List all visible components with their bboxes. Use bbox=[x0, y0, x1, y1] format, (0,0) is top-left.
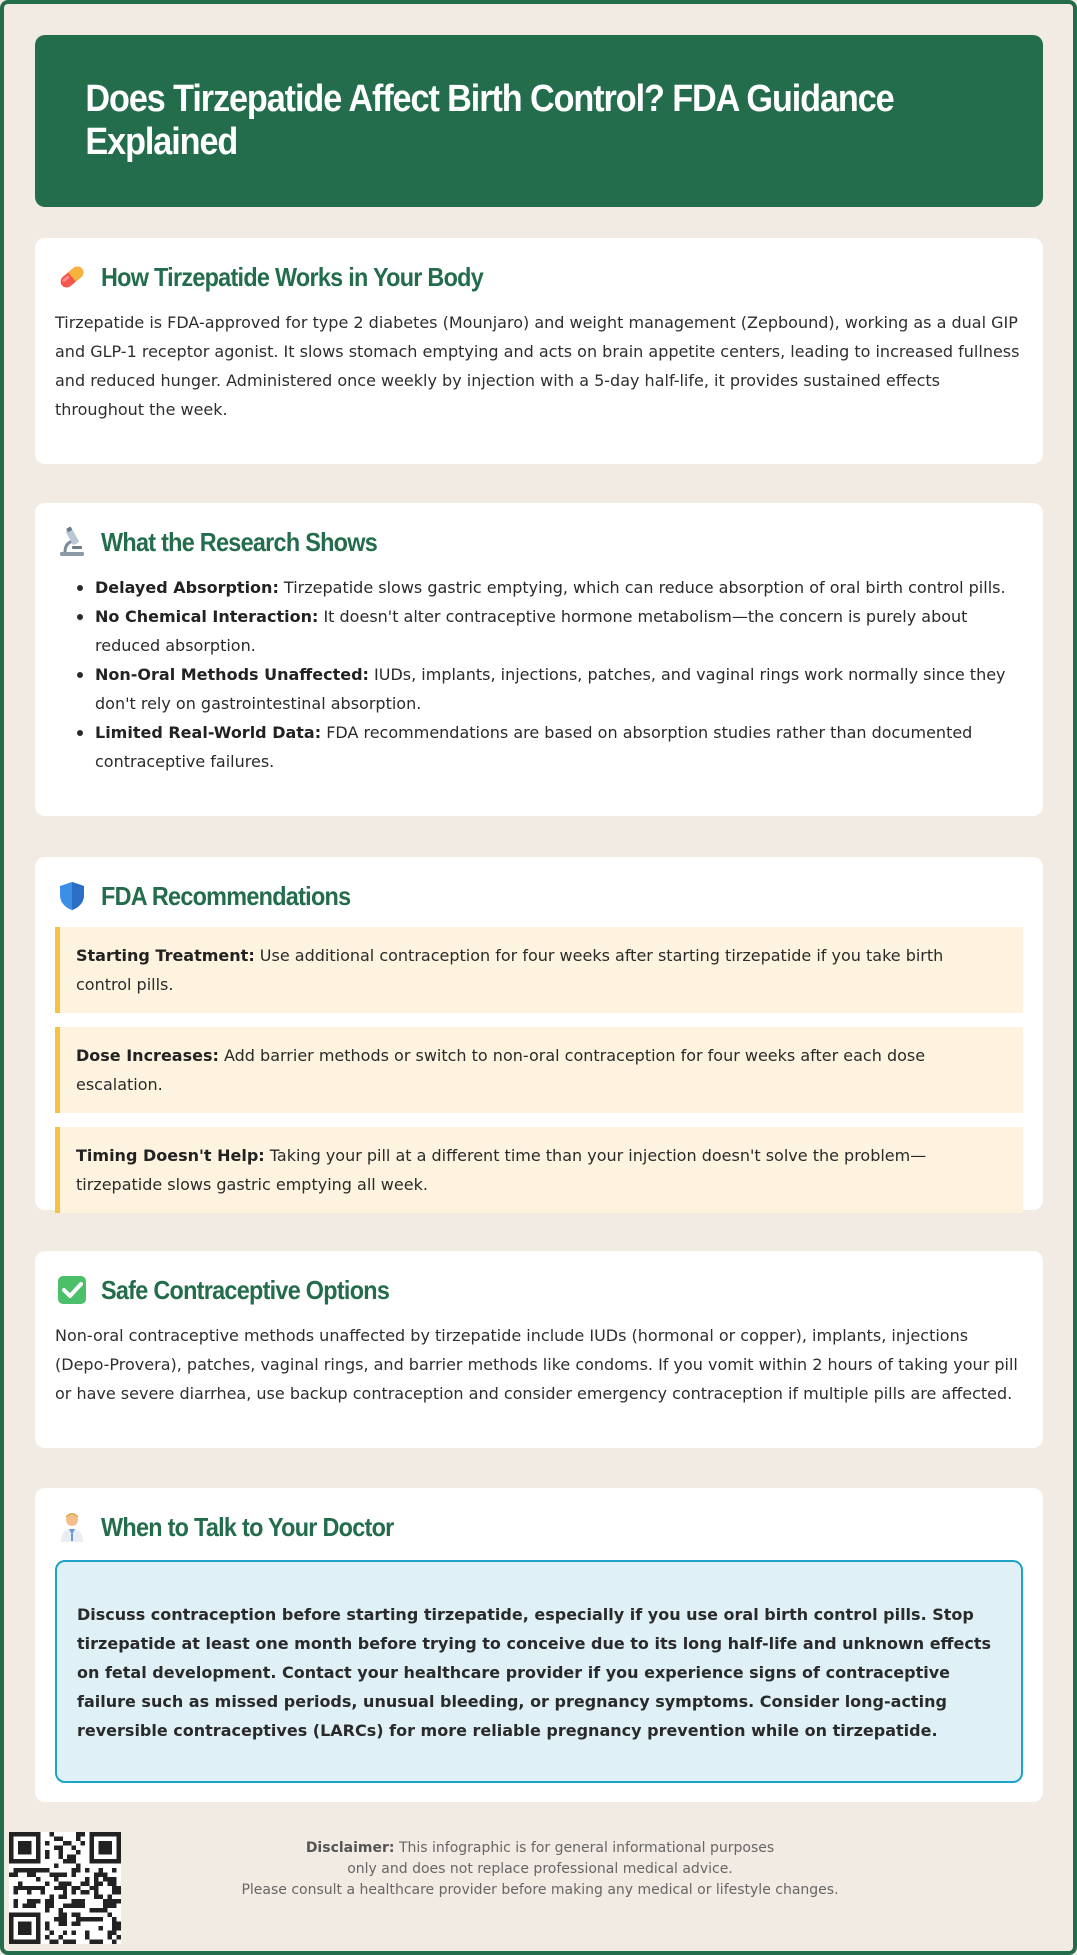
fda-title: FDA Recommendations bbox=[101, 880, 351, 911]
check-mark-icon bbox=[55, 1273, 89, 1307]
doctor-heading bbox=[55, 1510, 1023, 1544]
shield-icon bbox=[55, 879, 89, 913]
disclaimer-label: Disclaimer: bbox=[305, 1840, 395, 1856]
doctor-icon bbox=[55, 1510, 89, 1544]
page-title: Does Tirzepatide Affect Birth Control? FDA Guidance Explained bbox=[85, 78, 894, 163]
doctor-callout: Discuss contraception before starting tirzepatide, especially if you use oral birth control pills. Stop tirzepatide at least one month before trying to conceive due to its long half-life and unknown effects on fetal development. Contact your healthcare provider if you experience signs of contraceptive failure such as missed periods, unusual bleeding, or pregnancy symptoms. Consider long-acting reversible contraceptives (LARCs) for more reliable pregnancy prevention while on tirzepatide. bbox=[55, 1560, 1023, 1783]
list-item: No Chemical Interaction: It doesn't alter contraceptive hormone metabolism—the concern is purely about reduced absorption. bbox=[75, 602, 1023, 660]
disclaimer-line-1: This infographic is for general informational purposes bbox=[394, 1840, 775, 1856]
pill-icon bbox=[55, 260, 89, 294]
how-it-works-text: Tirzepatide is FDA-approved for type 2 diabetes (Mounjaro) and weight management (Zepbound), working as a dual GIP and GLP-1 receptor agonist. It slows stomach emptying and acts on brain appetite centers, leading to increased fullness and reduced hunger. Administered once weekly by injection with a 5-day half-life, it provides sustained effects throughout the week. bbox=[55, 313, 1020, 419]
research-card bbox=[35, 503, 1043, 816]
recommendation-item: Timing Doesn't Help: Taking your pill at a different time than your injection doesn't solve the problem—tirzepatide slows gastric emptying all week. bbox=[55, 1127, 1023, 1213]
options-card bbox=[35, 1251, 1043, 1448]
recommendation-item: Dose Increases: Add barrier methods or switch to non-oral contraception for four weeks after each dose escalation. bbox=[55, 1027, 1023, 1113]
research-title: What the Research Shows bbox=[101, 526, 378, 557]
fda-recommendation-list bbox=[55, 927, 1023, 1213]
options-title: Safe Contraceptive Options bbox=[101, 1274, 390, 1305]
page-header bbox=[35, 35, 1043, 207]
how-it-works-card bbox=[35, 238, 1043, 464]
how-it-works-title: How Tirzepatide Works in Your Body bbox=[101, 261, 484, 292]
how-it-works-heading bbox=[55, 260, 1023, 294]
list-item: Non-Oral Methods Unaffected: IUDs, implants, injections, patches, and vaginal rings work normally since they don't rely on gastrointestinal absorption. bbox=[75, 660, 1023, 718]
options-heading bbox=[55, 1273, 1023, 1307]
disclaimer bbox=[200, 1838, 880, 1901]
doctor-card bbox=[35, 1488, 1043, 1802]
microscope-icon bbox=[55, 525, 89, 559]
list-item: Limited Real-World Data: FDA recommendations are based on absorption studies rather than documented contraceptive failures. bbox=[75, 718, 1023, 776]
fda-card bbox=[35, 857, 1043, 1210]
disclaimer-line-2: only and does not replace professional medical advice. bbox=[347, 1861, 733, 1877]
recommendation-item: Starting Treatment: Use additional contraception for four weeks after starting tirzepatide if you take birth control pills. bbox=[55, 927, 1023, 1013]
disclaimer-line-3: Please consult a healthcare provider before making any medical or lifestyle changes. bbox=[241, 1882, 839, 1898]
fda-heading bbox=[55, 879, 1023, 913]
options-text: Non-oral contraceptive methods unaffected by tirzepatide include IUDs (hormonal or copper), implants, injections (Depo-Provera), patches, vaginal rings, and barrier methods like condoms. If you vomit within 2 hours of taking your pill or have severe diarrhea, use backup contraception and consider emergency contraception if multiple pills are affected. bbox=[55, 1326, 1018, 1403]
research-heading bbox=[55, 525, 1023, 559]
research-list bbox=[75, 573, 1023, 776]
doctor-title: When to Talk to Your Doctor bbox=[101, 1511, 394, 1542]
list-item: Delayed Absorption: Tirzepatide slows gastric emptying, which can reduce absorption of oral birth control pills. bbox=[75, 573, 1023, 602]
qr-code-icon bbox=[9, 1832, 121, 1944]
